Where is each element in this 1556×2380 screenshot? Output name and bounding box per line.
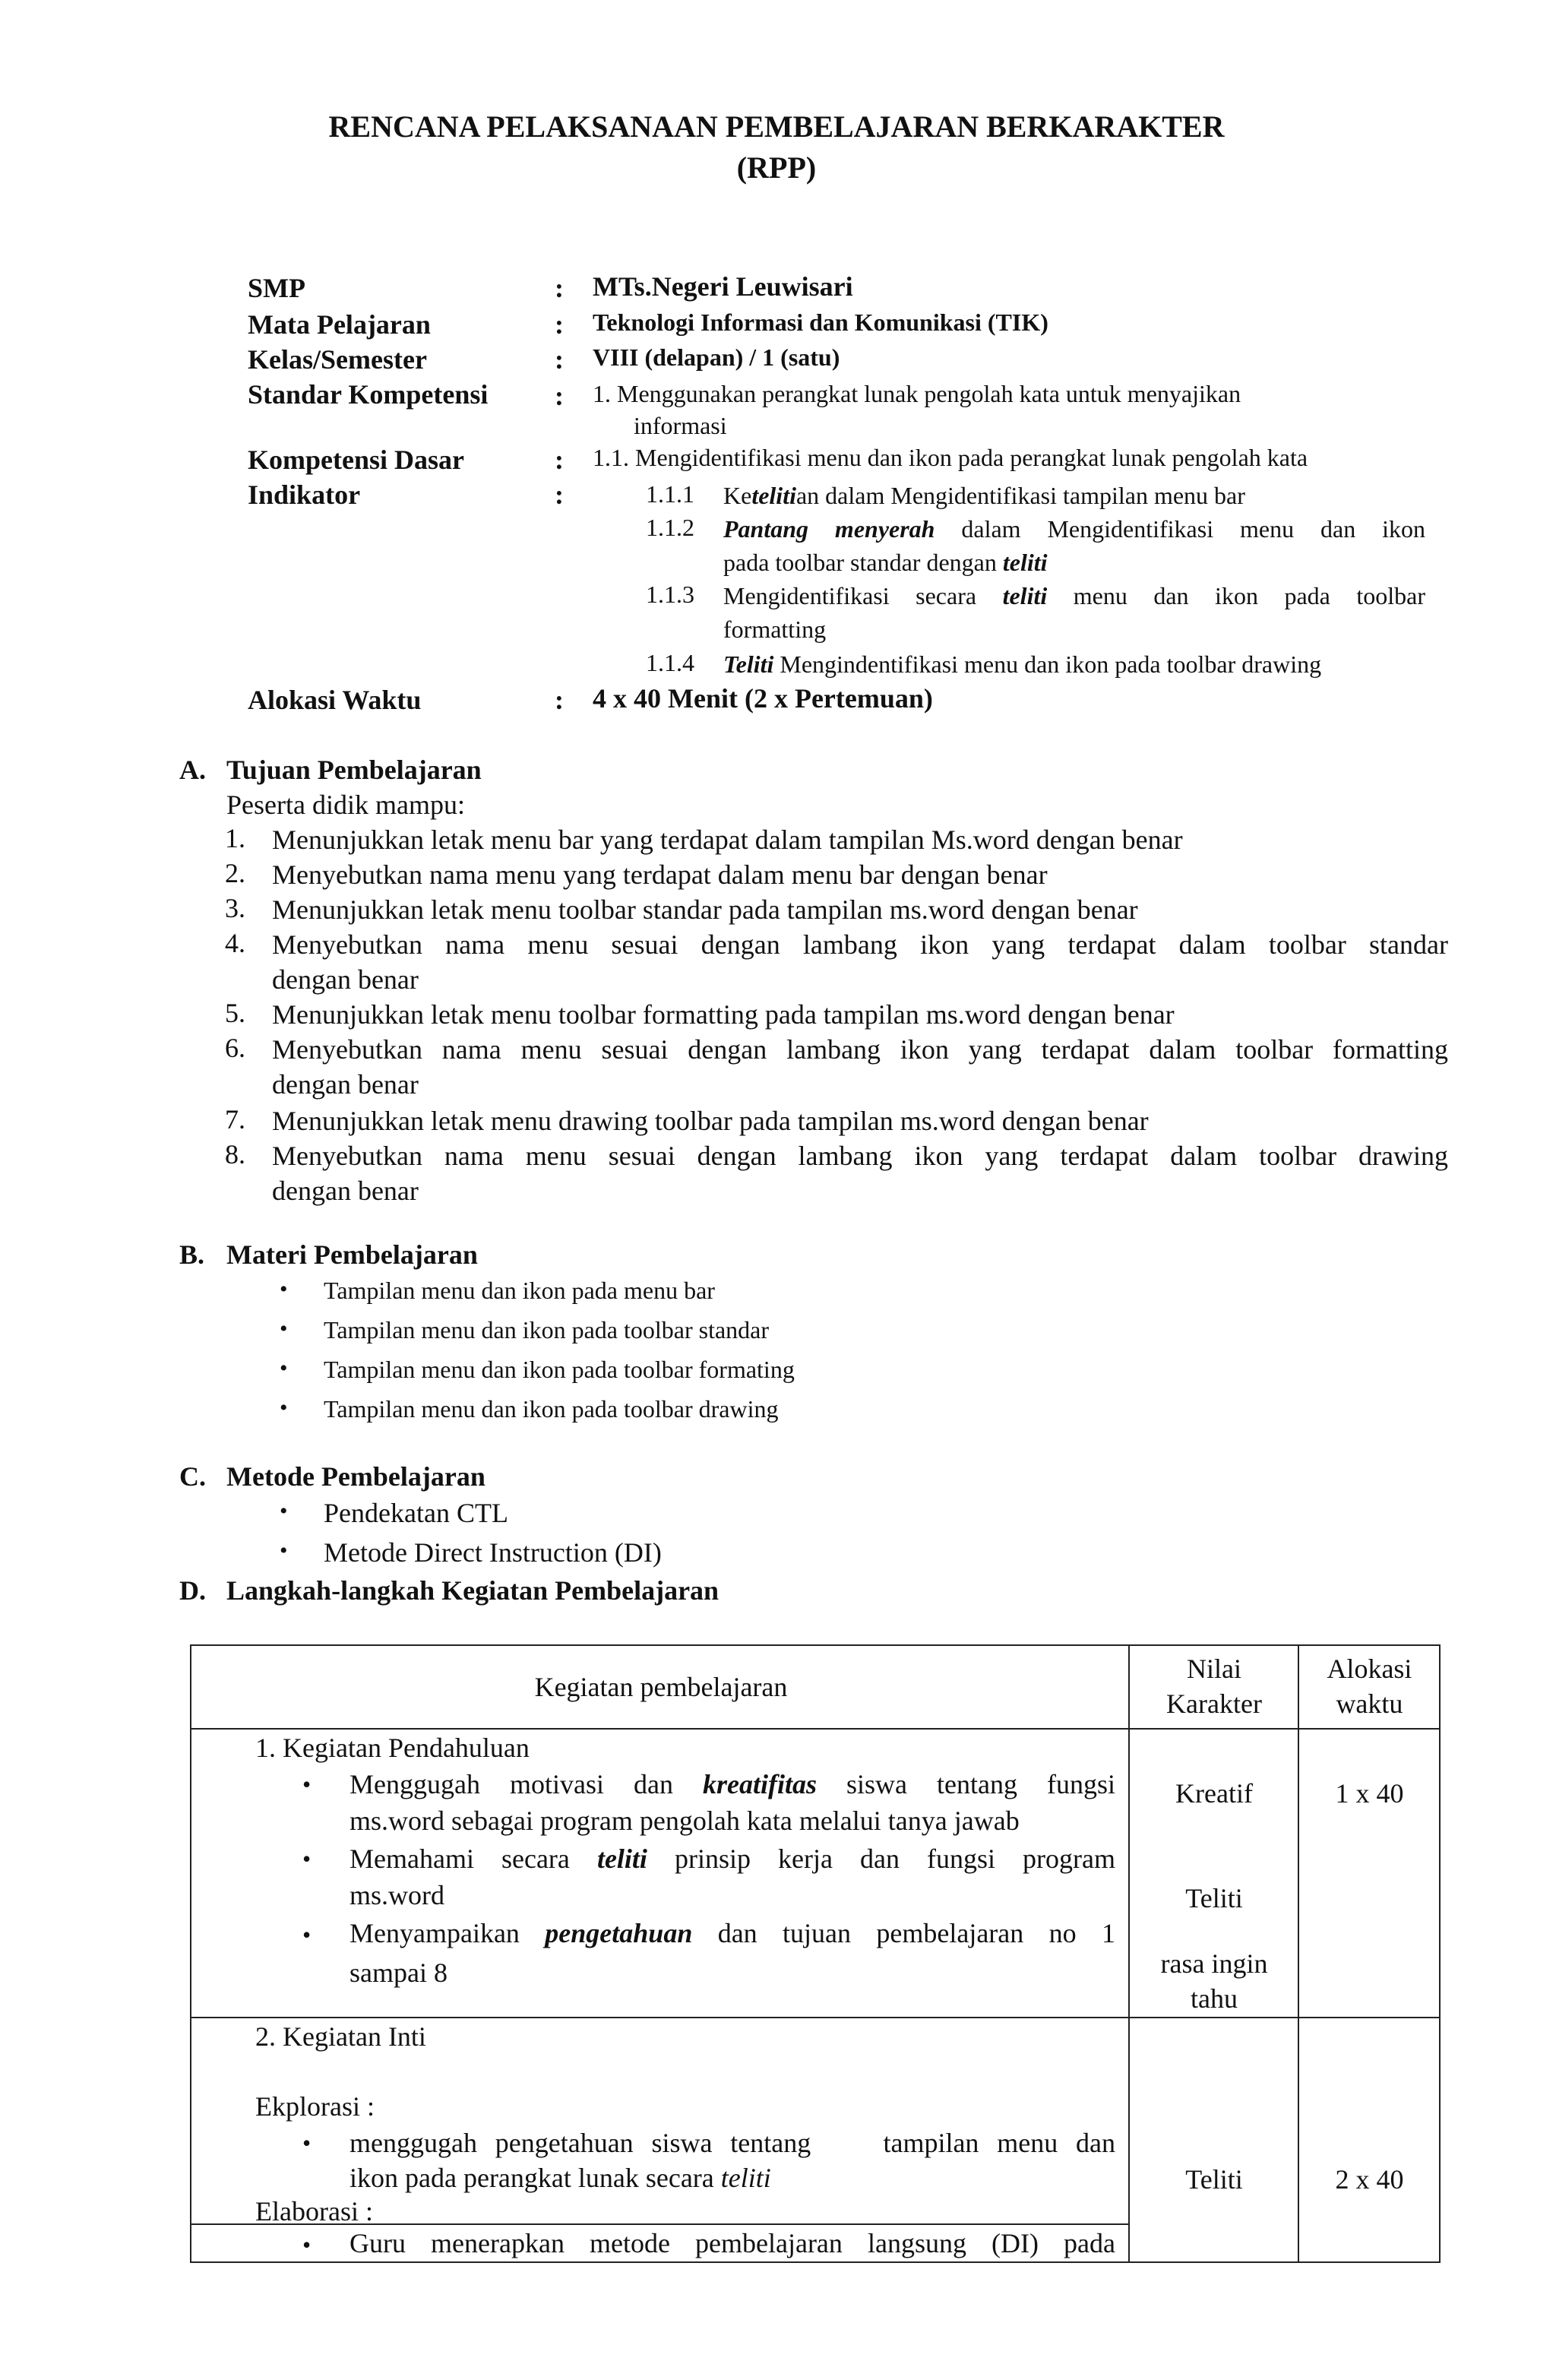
section-title: Langkah-langkah Kegiatan Pembelajaran [226, 1575, 719, 1606]
indicator-text-part: pada toolbar standar dengan [723, 549, 1003, 576]
activity-line: sampai 8 [349, 1957, 448, 1988]
time-colon: : [555, 685, 564, 715]
indicator-label: Indikator [248, 479, 361, 510]
header-time-line: waktu [1336, 1688, 1403, 1719]
list-item: Tampilan menu dan ikon pada toolbar standar [324, 1316, 770, 1343]
indicator-emphasis: teliti [1002, 582, 1048, 609]
time-allocation: 1 x 40 [1335, 1778, 1404, 1809]
bullet-icon: • [280, 1538, 288, 1563]
list-item: Menunjukkan letak menu toolbar standar pada tampilan ms.word dengan benar [272, 894, 1138, 925]
row1-values [1129, 1729, 1298, 2018]
activity-line: ms.word [349, 1880, 444, 1910]
activity-line: ms.word sebagai program pengolah kata melalui tanya jawab [349, 1806, 1020, 1836]
header-value [1129, 1645, 1298, 1729]
row2-values [1129, 2018, 1298, 2262]
bullet-icon: • [280, 1316, 288, 1341]
list-number: 3. [225, 893, 245, 923]
section-letter: B. [179, 1239, 205, 1270]
bullet-icon: • [302, 1845, 312, 1872]
activity-text: dan tujuan pembelajaran no 1 [692, 1918, 1115, 1948]
list-number: 8. [225, 1139, 245, 1169]
row1-activity [191, 1729, 1129, 2018]
indicator-emphasis: teliti [751, 482, 796, 509]
indicator-emphasis: Pantang menyerah [723, 515, 935, 543]
indicator-text-part: Mengidentifikasi secara [723, 582, 1003, 609]
time-value: 4 x 40 Menit (2 x Pertemuan) [593, 683, 933, 714]
character-value: Teliti [1185, 2164, 1243, 2195]
school-label: SMP [248, 273, 305, 303]
indicator-number: 1.1.4 [646, 649, 694, 676]
indicator-text [723, 512, 1425, 546]
activity-emphasis: pengetahuan [545, 1918, 693, 1948]
row-heading: 2. Kegiatan Inti [255, 2021, 426, 2052]
character-value: rasa ingin [1160, 1948, 1268, 1979]
activity-emphasis: teliti [596, 1844, 647, 1874]
time-label: Alokasi Waktu [248, 685, 422, 715]
school-value: MTs.Negeri Leuwisari [593, 271, 853, 302]
bullet-icon: • [302, 1921, 312, 1948]
header-time [1298, 1645, 1440, 1729]
table-row [191, 1729, 1440, 2018]
section-letter: A. [179, 755, 206, 785]
indicator-number: 1.1.1 [646, 480, 694, 508]
list-item-cont: dengan benar [272, 1069, 419, 1100]
list-number: 2. [225, 858, 245, 888]
list-item: Metode Direct Instruction (DI) [324, 1537, 662, 1568]
activity-text: Menyampaikan [349, 1918, 546, 1948]
phase-label: Elaborasi : [255, 2196, 373, 2227]
row2-time [1298, 2018, 1440, 2262]
indicator-colon: : [555, 479, 564, 510]
kd-value: 1.1. Mengidentifikasi menu dan ikon pada perangkat lunak pengolah kata [593, 444, 1308, 471]
activity-line [349, 1766, 1115, 1802]
list-item: Menyebutkan nama menu sesuai dengan lambang ikon yang terdapat dalam toolbar formatting [272, 1034, 1448, 1065]
activity-text: prinsip kerja dan fungsi program [647, 1844, 1115, 1874]
phase-label: Ekplorasi : [255, 2091, 375, 2122]
subject-value: Teknologi Informasi dan Komunikasi (TIK) [593, 309, 1048, 336]
class-value: VIII (delapan) / 1 (satu) [593, 343, 840, 371]
sk-value: 1. Menggunakan perangkat lunak pengolah kata untuk menyajikan [593, 380, 1241, 407]
section-title: Metode Pembelajaran [226, 1461, 485, 1492]
activity-line: menggugah pengetahuan siswa tentang tampilan menu dan [349, 2128, 1115, 2158]
indicator-text-part: an dalam Mengidentifikasi tampilan menu bar [795, 482, 1245, 509]
header-value-line: Karakter [1166, 1688, 1262, 1719]
list-item: Menyebutkan nama menu yang terdapat dalam menu bar dengan benar [272, 859, 1048, 890]
indicator-number: 1.1.2 [646, 514, 694, 541]
activity-emphasis: teliti [720, 2163, 771, 2193]
table-header-row [191, 1645, 1440, 1729]
section-title: Materi Pembelajaran [226, 1239, 478, 1270]
class-label: Kelas/Semester [248, 344, 427, 375]
sk-label: Standar Kompetensi [248, 379, 489, 410]
character-value: tahu [1190, 1983, 1238, 2014]
activity-text: siswa tentang fungsi [816, 1769, 1115, 1799]
list-item: Menunjukkan letak menu drawing toolbar pada tampilan ms.word dengan benar [272, 1106, 1149, 1136]
indicator-text [723, 647, 1425, 681]
row2-activity-cont [191, 2224, 1129, 2262]
indicator-text-part: menu dan ikon pada toolbar [1047, 582, 1426, 609]
list-item: Tampilan menu dan ikon pada toolbar formating [324, 1356, 795, 1383]
activities-table [190, 1644, 1441, 2263]
sk-value-cont: informasi [634, 412, 727, 439]
bullet-icon: • [302, 2129, 312, 2157]
subject-colon: : [555, 309, 564, 340]
row-heading: 1. Kegiatan Pendahuluan [255, 1733, 530, 1763]
list-number: 5. [225, 998, 245, 1028]
list-item-cont: dengan benar [272, 1176, 419, 1206]
list-number: 4. [225, 928, 245, 958]
indicator-text-cont [723, 546, 1425, 579]
sk-colon: : [555, 381, 564, 411]
activity-line [349, 1840, 1115, 1877]
document-title: RENCANA PELAKSANAAN PEMBELAJARAN BERKARAKTER [328, 109, 1225, 144]
subject-label: Mata Pelajaran [248, 309, 431, 340]
indicator-text [723, 479, 1425, 512]
bullet-icon: • [280, 1277, 288, 1302]
character-value: Teliti [1185, 1883, 1243, 1913]
list-item-cont: dengan benar [272, 964, 419, 995]
time-allocation: 2 x 40 [1335, 2164, 1404, 2195]
activity-text: Menggugah motivasi dan [349, 1769, 703, 1799]
section-letter: C. [179, 1461, 206, 1492]
activity-text: Memahami secara [349, 1844, 597, 1874]
activity-text: ikon pada perangkat lunak secara [349, 2163, 721, 2193]
indicator-text-part: dalam Mengidentifikasi menu dan ikon [935, 515, 1426, 543]
header-activity [191, 1645, 1129, 1729]
header-value-line: Nilai [1186, 1654, 1241, 1684]
indicator-text-cont: formatting [723, 616, 827, 643]
objectives-intro: Peserta didik mampu: [226, 790, 465, 820]
bullet-icon: • [302, 1771, 312, 1798]
activity-line: Guru menerapkan metode pembelajaran langsung (DI) pada [349, 2228, 1115, 2258]
row1-time [1298, 1729, 1440, 2018]
list-item: Menunjukkan letak menu bar yang terdapat dalam tampilan Ms.word dengan benar [272, 824, 1183, 855]
bullet-icon: • [280, 1395, 288, 1420]
bullet-icon: • [280, 1356, 288, 1381]
list-number: 6. [225, 1033, 245, 1063]
kd-colon: : [555, 445, 564, 475]
class-colon: : [555, 344, 564, 375]
school-colon: : [555, 273, 564, 303]
table-row [191, 2018, 1440, 2224]
list-number: 7. [225, 1104, 245, 1135]
indicator-emphasis: teliti [1002, 549, 1048, 576]
section-title: Tujuan Pembelajaran [226, 755, 482, 785]
list-item: Tampilan menu dan ikon pada toolbar drawing [324, 1395, 779, 1423]
list-item: Menyebutkan nama menu sesuai dengan lambang ikon yang terdapat dalam toolbar drawing [272, 1141, 1448, 1171]
list-item: Menyebutkan nama menu sesuai dengan lambang ikon yang terdapat dalam toolbar standar [272, 929, 1448, 960]
header-time-line: Alokasi [1327, 1654, 1412, 1684]
indicator-text-part: Mengindentifikasi menu dan ikon pada toolbar drawing [773, 650, 1322, 678]
header-activity-label: Kegiatan pembelajaran [534, 1672, 788, 1702]
activity-line [349, 2160, 771, 2196]
bullet-icon: • [302, 2231, 312, 2258]
section-letter: D. [179, 1575, 206, 1606]
activity-emphasis: kreatifitas [702, 1769, 817, 1799]
character-value: Kreatif [1175, 1778, 1253, 1809]
indicator-emphasis: Teliti [723, 650, 774, 678]
list-item: Menunjukkan letak menu toolbar formatting pada tampilan ms.word dengan benar [272, 999, 1175, 1030]
list-item: Pendekatan CTL [324, 1498, 508, 1528]
document-subtitle: (RPP) [736, 150, 817, 185]
kd-label: Kompetensi Dasar [248, 445, 464, 475]
row2-activity [191, 2018, 1129, 2227]
indicator-number: 1.1.3 [646, 581, 694, 608]
activity-line [349, 1915, 1115, 1951]
indicator-text [723, 579, 1425, 612]
indicator-text-part: Ke [723, 482, 752, 509]
list-number: 1. [225, 823, 245, 853]
bullet-icon: • [280, 1499, 288, 1524]
list-item: Tampilan menu dan ikon pada menu bar [324, 1277, 715, 1304]
